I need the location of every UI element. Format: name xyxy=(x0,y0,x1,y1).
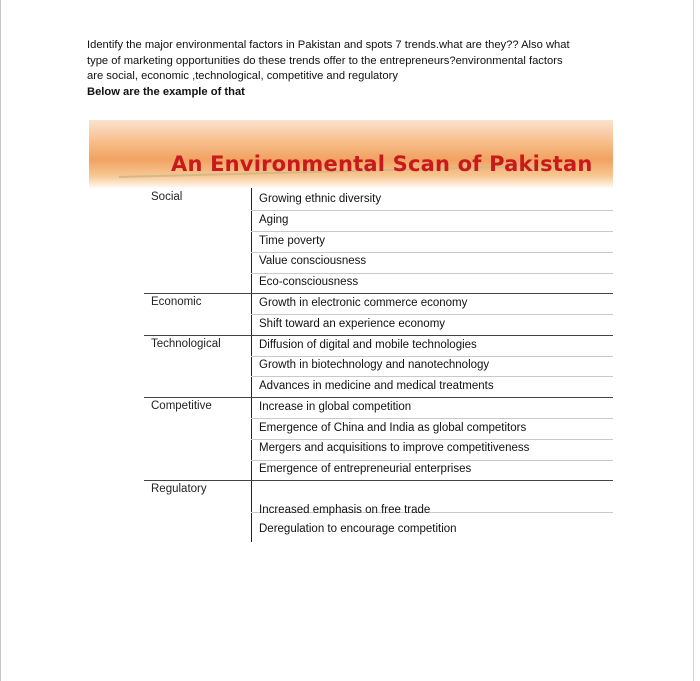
row-divider-competitive-regulatory xyxy=(144,480,613,481)
item-divider xyxy=(251,252,613,253)
row-divider-social-economic xyxy=(144,293,613,294)
category-column-divider xyxy=(251,188,252,542)
item-divider xyxy=(251,210,613,211)
trend-item: Eco-consciousness xyxy=(259,276,359,288)
item-divider xyxy=(251,231,613,232)
category-label-technological: Technological xyxy=(151,338,221,350)
question-line-1: Identify the major environmental factors in Pakistan and spots 7 trends.what are they?? Also what xyxy=(87,39,570,51)
environmental-scan-image xyxy=(89,120,613,542)
question-text xyxy=(87,38,617,100)
scan-title: An Environmental Scan of Pakistan xyxy=(171,152,593,176)
trend-item: Growth in electronic commerce economy xyxy=(259,297,468,309)
row-divider-technological-competitive xyxy=(144,397,613,398)
category-label-economic: Economic xyxy=(151,296,202,308)
trend-item: Emergence of China and India as global competitors xyxy=(259,422,527,434)
item-divider xyxy=(251,418,613,419)
trend-item: Mergers and acquisitions to improve competitiveness xyxy=(259,442,530,454)
page-edge-right xyxy=(693,0,694,681)
item-divider xyxy=(251,376,613,377)
trend-item: Emergence of entrepreneurial enterprises xyxy=(259,463,472,475)
trend-item: Deregulation to encourage competition xyxy=(259,523,457,535)
item-divider xyxy=(251,314,613,315)
item-divider xyxy=(251,460,613,461)
trend-item: Increase in global competition xyxy=(259,401,412,413)
trend-item: Aging xyxy=(259,214,289,226)
category-label-social: Social xyxy=(151,191,183,203)
trend-item: Growth in biotechnology and nanotechnology xyxy=(259,359,490,371)
item-divider xyxy=(251,356,613,357)
question-line-2: type of marketing opportunities do these trends offer to the entrepreneurs?environmental factors xyxy=(87,54,563,67)
trend-item: Diffusion of digital and mobile technologies xyxy=(259,339,477,351)
trend-item: Value consciousness xyxy=(259,255,367,267)
page-edge-left xyxy=(0,0,1,681)
trend-item: Advances in medicine and medical treatments xyxy=(259,380,494,392)
question-line-4: Below are the example of that xyxy=(87,85,245,98)
trend-item: Time poverty xyxy=(259,235,326,247)
trend-item: Increased emphasis on free trade xyxy=(259,504,431,516)
item-divider xyxy=(251,439,613,440)
item-divider xyxy=(251,273,613,274)
category-label-competitive: Competitive xyxy=(151,400,212,412)
trend-item: Shift toward an experience economy xyxy=(259,318,446,330)
row-divider-economic-technological xyxy=(144,335,613,336)
question-line-3: are social, economic ,technological, competitive and regulatory xyxy=(87,70,398,82)
category-label-regulatory: Regulatory xyxy=(151,483,207,495)
trend-item: Growing ethnic diversity xyxy=(259,193,382,205)
